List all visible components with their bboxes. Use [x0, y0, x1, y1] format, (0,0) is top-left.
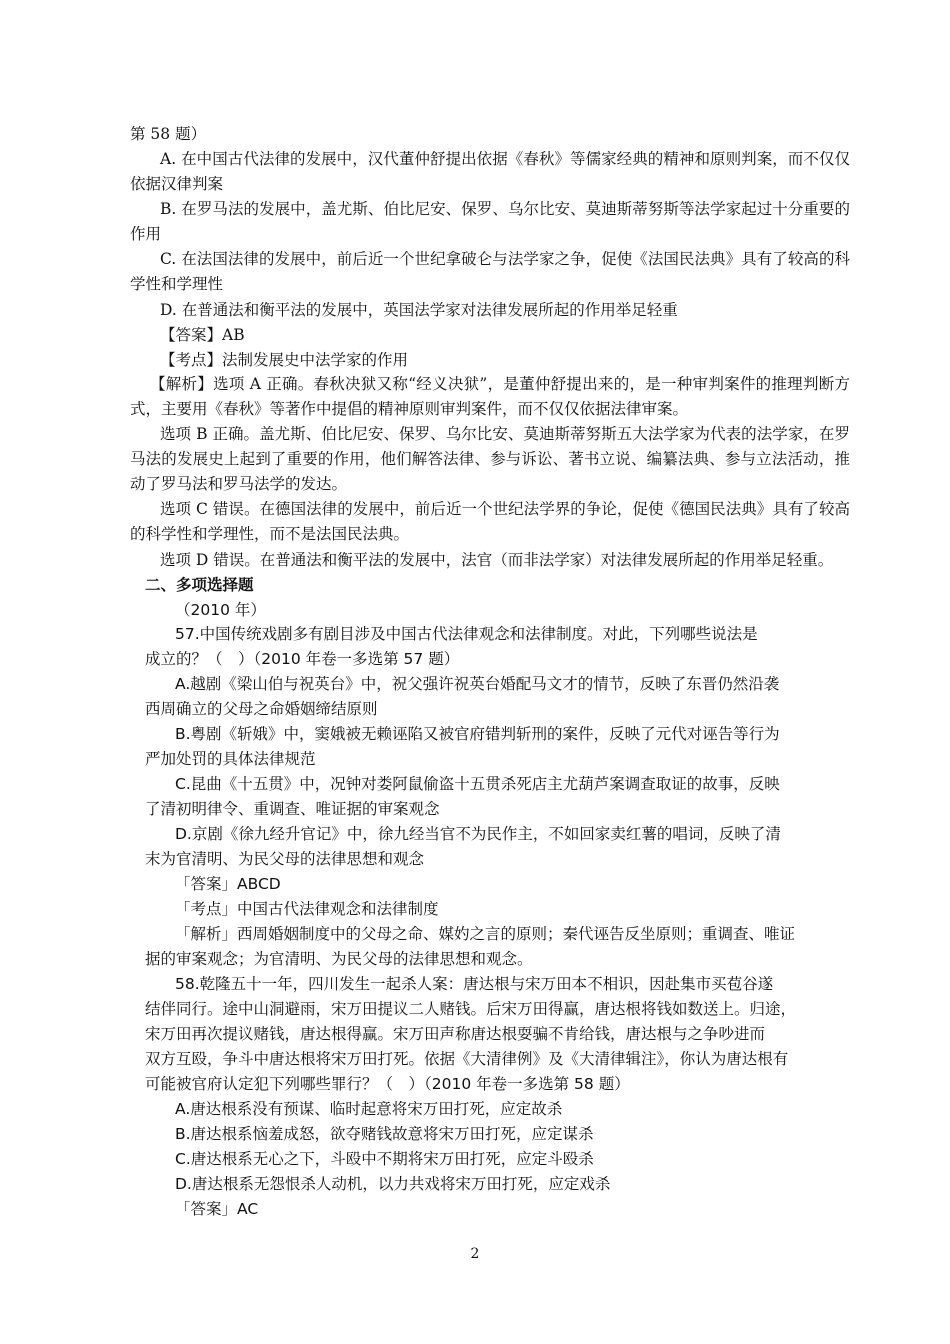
- q57-answer: 「答案」ABCD: [175, 875, 281, 893]
- q57-analysis-1: 「解析」西周婚姻制度中的父母之命、媒妁之言的原则；秦代诬告反坐原则；重调查、唯证: [175, 925, 796, 943]
- option-d: D. 在普通法和衡平法的发展中，英国法学家对法律发展所起的作用举足轻重: [160, 301, 678, 319]
- q57-option-d-2: 末为官清明、为民父母的法律思想和观念: [145, 850, 425, 868]
- q58-stem-4: 双方互殴，争斗中唐达根将宋万田打死。依据《大清律例》及《大清律辑注》，你认为唐达根有: [145, 1050, 789, 1068]
- key-point: 【考点】法制发展史中法学家的作用: [160, 351, 409, 369]
- q57-option-c-1: C.昆曲《十五贯》中，况钟对娄阿鼠偷盗十五贯杀死店主尤葫芦案调查取证的故事，反映: [175, 775, 780, 793]
- q57-stem-2: 成立的？（ ）（2010 年卷一多选第 57 题）: [145, 650, 460, 668]
- q58-answer: 「答案」AC: [175, 1200, 259, 1218]
- q58-stem-3: 宋万田再次提议赌钱，唐达根得赢。宋万田声称唐达根耍骗不肯给钱，唐达根与之争吵进而: [145, 1025, 766, 1043]
- q58-option-c: C.唐达根系无心之下，斗殴中不期将宋万田打死，应定斗殴杀: [175, 1150, 594, 1168]
- q58-stem-5: 可能被官府认定犯下列哪些罪行？（ ）（2010 年卷一多选第 58 题）: [145, 1075, 630, 1093]
- q58-option-b: B.唐达根系恼羞成怒，欲夺赌钱故意将宋万田打死，应定谋杀: [175, 1125, 594, 1143]
- q57-option-a-1: A.越剧《梁山伯与祝英台》中，祝父强许祝英台婚配马文才的情节，反映了东晋仍然沿袭: [175, 675, 780, 693]
- question-tail: 第 58 题）: [130, 125, 207, 143]
- option-c: C. 在法国法律的发展中，前后近一个世纪拿破仑与法学家之争，促使《法国民法典》具有了较高的科学性和学理性: [130, 250, 850, 293]
- q57-option-d-1: D.京剧《徐九经升官记》中，徐九经当官不为民作主，不如回家卖红薯的唱词，反映了清: [175, 825, 781, 843]
- q57-stem-1: 57.中国传统戏剧多有剧目涉及中国古代法律观念和法律制度。对此，下列哪些说法是: [175, 625, 758, 643]
- q58-stem-2: 结伴同行。途中山洞避雨，宋万田提议二人赌钱。后宋万田得赢，唐达根将钱如数送上。归途，: [145, 1000, 797, 1018]
- q57-option-b-2: 严加处罚的具体法律规范: [145, 750, 316, 768]
- q57-option-b-1: B.粤剧《斩娥》中，窦娥被无赖诬陷又被官府错判斩刑的案件，反映了元代对诬告等行为: [175, 725, 780, 743]
- analysis-b: 选项 B 正确。盖尤斯、伯比尼安、保罗、乌尔比安、莫迪斯蒂努斯五大法学家为代表的法学家，在罗马法的发展史上起到了重要的作用，他们解答法律、参与诉讼、著书立说、编纂法典、参与立法活动，推动了罗马法和罗马法学的发达。: [130, 425, 850, 493]
- q58-stem-1: 58.乾隆五十一年，四川发生一起杀人案：唐达根与宋万田本不相识，因赴集市买苞谷遂: [175, 975, 774, 993]
- q57-option-c-2: 了清初明律令、重调查、唯证据的审案观念: [145, 800, 440, 818]
- q57-option-a-2: 西周确立的父母之命婚姻缔结原则: [145, 700, 378, 718]
- q58-option-a: A.唐达根系没有预谋、临时起意将宋万田打死，应定故杀: [175, 1100, 563, 1118]
- analysis-a: 【解析】选项 A 正确。春秋决狱又称“经义决狱”，是董仲舒提出来的，是一种审判案件的推理判断方式，主要用《春秋》等著作中提倡的精神原则审判案件，而不仅仅依据法律审案。: [130, 375, 850, 418]
- page-number: 2: [470, 1246, 480, 1262]
- q57-analysis-2: 据的审案观念；为官清明、为民父母的法律思想和观念。: [145, 950, 533, 968]
- analysis-c: 选项 C 错误。在德国法律的发展中，前后近一个世纪法学界的争论，促使《德国民法典》具有了较高的科学性和学理性，而不是法国民法典。: [130, 500, 850, 543]
- q57-key-point: 「考点」中国古代法律观念和法律制度: [175, 900, 439, 918]
- analysis-d: 选项 D 错误。在普通法和衡平法的发展中，法官（而非法学家）对法律发展所起的作用举足轻重。: [160, 551, 834, 569]
- answer: 【答案】AB: [160, 326, 245, 344]
- option-a: A. 在中国古代法律的发展中，汉代董仲舒提出依据《春秋》等儒家经典的精神和原则判案，而不仅仅依据汉律判案: [130, 150, 850, 193]
- section-heading: 二、多项选择题: [145, 576, 254, 594]
- q58-option-d: D.唐达根系无怨恨杀人动机，以力共戏将宋万田打死，应定戏杀: [175, 1175, 611, 1193]
- option-b: B. 在罗马法的发展中，盖尤斯、伯比尼安、保罗、乌尔比安、莫迪斯蒂努斯等法学家起过十分重要的作用: [130, 200, 850, 243]
- year-label: （2010 年）: [175, 601, 266, 619]
